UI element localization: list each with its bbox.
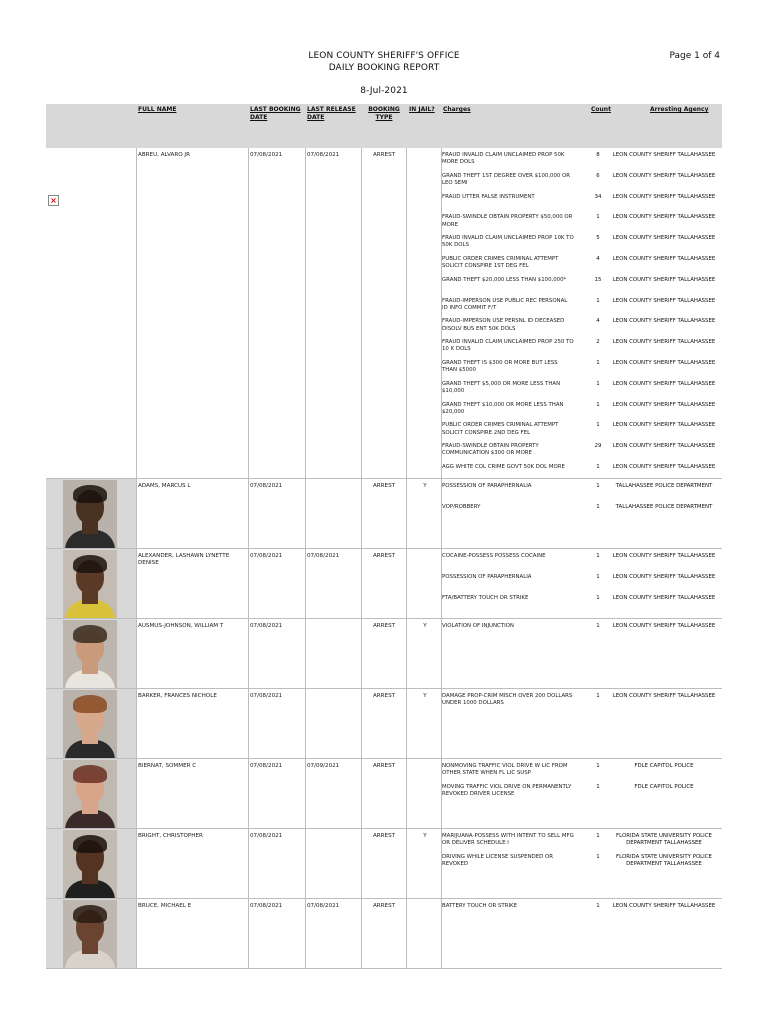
column-divider xyxy=(406,899,407,968)
col-arresting-agency: Arresting Agency xyxy=(650,106,709,113)
booking-type-cell: ARREST xyxy=(372,763,396,769)
charge-row xyxy=(442,318,722,339)
column-divider xyxy=(305,148,306,478)
charge-row xyxy=(442,595,722,616)
arresting-agency: LEON COUNTY SHERIFF TALLAHASSEE xyxy=(612,553,716,559)
column-divider xyxy=(305,689,306,758)
charge-row xyxy=(442,194,722,215)
charge-row xyxy=(442,339,722,360)
charge-count: 1 xyxy=(596,380,600,387)
booking-date-cell: 07/08/2021 xyxy=(250,763,283,769)
charge-row xyxy=(442,854,722,875)
arresting-agency: LEON COUNTY SHERIFF TALLAHASSEE xyxy=(612,172,716,179)
column-divider xyxy=(248,148,249,478)
charge-description: FRAUD-IMPERSON USE PUBLIC REC PERSONAL ID INFO COMMIT F/T xyxy=(442,297,568,311)
booking-date-cell: 07/08/2021 xyxy=(250,833,283,839)
booking-type-cell: ARREST xyxy=(372,483,396,489)
arresting-agency: LEON COUNTY SHERIFF TALLAHASSEE xyxy=(612,297,716,304)
charge-description: PUBLIC ORDER CRIMES CRIMINAL ATTEMPT SOLICIT CONSPIRE 1ST DEG FEL xyxy=(442,255,559,270)
arresting-agency: FDLE CAPITOL POLICE xyxy=(634,763,694,769)
mugshot-photo xyxy=(63,830,117,898)
table-header xyxy=(46,104,722,148)
arresting-agency: LEON COUNTY SHERIFF TALLAHASSEE xyxy=(612,594,716,601)
in-jail-cell: Y xyxy=(423,833,427,839)
arresting-agency: LEON COUNTY SHERIFF TALLAHASSEE xyxy=(612,903,716,909)
arresting-agency: FLORIDA STATE UNIVERSITY POLICE DEPARTMENT TALLAHASSEE xyxy=(616,853,712,867)
office-title: LEON COUNTY SHERIFF'S OFFICE xyxy=(308,51,460,61)
charges-list xyxy=(442,152,722,485)
charge-row xyxy=(442,235,722,256)
charge-description: VOP/ROBBERY xyxy=(442,503,481,510)
booking-record xyxy=(46,549,722,619)
photo-cell xyxy=(46,899,136,968)
charge-description: PUBLIC ORDER CRIMES CRIMINAL ATTEMPT SOLICIT CONSPIRE 2ND DEG FEL xyxy=(442,422,559,436)
charge-description: FRAUD INVALID CLAIM UNCLAIMED PROP 250 TO 10 K DOLS xyxy=(442,339,574,353)
charge-description: POSSESSION OF PARAPHERNALIA xyxy=(442,573,532,580)
column-divider xyxy=(406,829,407,898)
arresting-agency: LEON COUNTY SHERIFF TALLAHASSEE xyxy=(612,318,716,325)
charge-count: 1 xyxy=(596,359,600,366)
full-name-cell: BRUCE, MICHAEL E xyxy=(138,903,192,909)
column-divider xyxy=(136,148,137,478)
charge-count: 15 xyxy=(594,276,602,283)
charges-list xyxy=(442,763,722,805)
charge-description: FRAUD-SWINDLE OBTAIN PROPERTY $50,000 OR MORE xyxy=(442,214,573,228)
booking-date-cell: 07/08/2021 xyxy=(250,553,283,559)
mugshot-photo xyxy=(63,550,117,618)
charge-row xyxy=(442,623,722,644)
column-divider xyxy=(406,148,407,478)
photo-cell xyxy=(46,619,136,688)
full-name-cell: BARKER, FRANCES NICHOLE xyxy=(138,693,217,699)
booking-type-cell: ARREST xyxy=(372,152,396,158)
arresting-agency: LEON COUNTY SHERIFF TALLAHASSEE xyxy=(612,573,716,580)
arresting-agency: FLORIDA STATE UNIVERSITY POLICE DEPARTMENT TALLAHASSEE xyxy=(616,833,712,847)
charge-row xyxy=(442,256,722,277)
charge-row xyxy=(442,574,722,595)
charge-description: GRAND THEFT 1ST DEGREE OVER $100,000 OR LEO SEMI xyxy=(442,172,571,186)
column-divider xyxy=(136,619,137,688)
charge-count: 8 xyxy=(596,152,600,158)
charge-row xyxy=(442,381,722,402)
booking-type-cell: ARREST xyxy=(372,693,396,699)
charge-count: 4 xyxy=(596,318,600,325)
column-divider xyxy=(248,829,249,898)
arresting-agency: LEON COUNTY SHERIFF TALLAHASSEE xyxy=(612,214,716,221)
booking-record xyxy=(46,148,722,479)
charge-count: 2 xyxy=(596,339,600,346)
column-divider xyxy=(305,829,306,898)
column-divider xyxy=(136,689,137,758)
charge-row xyxy=(442,152,722,173)
charge-row xyxy=(442,173,722,194)
col-charges: Charges xyxy=(443,106,471,113)
release-date-cell: 07/08/2021 xyxy=(307,903,340,909)
booking-record xyxy=(46,759,722,829)
charges-list xyxy=(442,903,722,924)
charge-count: 1 xyxy=(596,401,600,408)
booking-record xyxy=(46,479,722,549)
col-last-release-date: LAST RELEASE DATE xyxy=(307,106,356,121)
mugshot-photo xyxy=(63,690,117,758)
column-divider xyxy=(406,689,407,758)
charge-count: 1 xyxy=(596,783,600,790)
charge-count: 1 xyxy=(596,573,600,580)
booking-type-cell: ARREST xyxy=(372,553,396,559)
charge-row xyxy=(442,483,722,504)
release-date-cell: 07/09/2021 xyxy=(307,763,340,769)
arresting-agency: LEON COUNTY SHERIFF TALLAHASSEE xyxy=(612,359,716,366)
broken-image-icon: × xyxy=(48,195,59,206)
arresting-agency: TALLAHASSEE POLICE DEPARTMENT xyxy=(615,483,713,489)
booking-record xyxy=(46,829,722,899)
charges-list xyxy=(442,833,722,875)
column-divider xyxy=(136,549,137,618)
charge-description: NONMOVING TRAFFIC VIOL DRIVE W LIC FROM OTHER STATE WHEN FL LIC SUSP xyxy=(442,763,568,777)
column-divider xyxy=(406,479,407,548)
charge-description: GRAND THEFT $5,000 OR MORE LESS THAN $10,000 xyxy=(442,380,561,394)
column-divider xyxy=(136,479,137,548)
report-date: 8-Jul-2021 xyxy=(360,86,408,96)
charge-description: BATTERY TOUCH OR STRIKE xyxy=(442,903,517,909)
charge-row xyxy=(442,277,722,298)
column-divider xyxy=(305,759,306,828)
arresting-agency: LEON COUNTY SHERIFF TALLAHASSEE xyxy=(612,693,716,699)
full-name-cell: BIERNAT, SOMMER C xyxy=(138,763,197,769)
column-divider xyxy=(136,899,137,968)
charge-description: FRAUD INVALID CLAIM UNCLAIMED PROP 50K MORE DOLS xyxy=(442,152,565,166)
charge-count: 1 xyxy=(596,594,600,601)
page-number: Page 1 of 4 xyxy=(669,51,720,61)
column-divider xyxy=(136,759,137,828)
charge-row xyxy=(442,903,722,924)
arresting-agency: LEON COUNTY SHERIFF TALLAHASSEE xyxy=(612,422,716,429)
charge-count: 1 xyxy=(596,833,600,839)
column-divider xyxy=(406,619,407,688)
arresting-agency: LEON COUNTY SHERIFF TALLAHASSEE xyxy=(612,193,716,200)
column-divider xyxy=(406,549,407,618)
arresting-agency: TALLAHASSEE POLICE DEPARTMENT xyxy=(615,503,713,510)
booking-record xyxy=(46,619,722,689)
column-divider xyxy=(248,549,249,618)
charge-description: FRAUD INVALID CLAIM UNCLAIMED PROP 10K TO 50K DOLS xyxy=(442,235,574,249)
column-divider xyxy=(361,148,362,478)
charge-count: 4 xyxy=(596,255,600,262)
charge-count: 34 xyxy=(594,193,602,200)
column-divider xyxy=(305,479,306,548)
charge-row xyxy=(442,784,722,805)
charges-list xyxy=(442,553,722,615)
charge-row xyxy=(442,504,722,525)
arresting-agency: LEON COUNTY SHERIFF TALLAHASSEE xyxy=(612,463,716,470)
mugshot-photo xyxy=(63,760,117,828)
photo-cell xyxy=(46,829,136,898)
charge-count: 1 xyxy=(596,503,600,510)
charge-count: 1 xyxy=(596,853,600,860)
mugshot-photo xyxy=(63,480,117,548)
charge-description: GRAND THEFT $10,000 OR MORE LESS THAN $20,000 xyxy=(442,401,564,415)
column-divider xyxy=(136,829,137,898)
photo-cell xyxy=(46,549,136,618)
arresting-agency: LEON COUNTY SHERIFF TALLAHASSEE xyxy=(612,443,716,450)
charges-list xyxy=(442,483,722,525)
report-title: DAILY BOOKING REPORT xyxy=(328,63,440,73)
charge-description: FRAUD UTTER FALSE INSTRUMENT xyxy=(442,193,535,200)
booking-type-cell: ARREST xyxy=(372,623,396,629)
charge-row xyxy=(442,360,722,381)
charge-description: MARIJUANA-POSSESS WITH INTENT TO SELL MFG OR DELIVER SCHEDULE I xyxy=(442,833,574,847)
booking-date-cell: 07/08/2021 xyxy=(250,623,283,629)
full-name-cell: ALEXANDER, LASHAWN LYNETTE DENISE xyxy=(138,553,230,567)
full-name-cell: BRIGHT, CHRISTOPHER xyxy=(138,833,203,839)
charge-description: FTA/BATTERY TOUCH OR STRIKE xyxy=(442,594,529,601)
charge-description: POSSESSION OF PARAPHERNALIA xyxy=(442,483,532,489)
charge-count: 6 xyxy=(596,172,600,179)
col-in-jail: IN JAIL? xyxy=(409,106,435,113)
release-date-cell: 07/08/2021 xyxy=(307,553,340,559)
charge-description: FRAUD-IMPERSON USE PERSNL ID DECEASED DISOLV BUS ENT 50K DOLS xyxy=(442,318,565,332)
arresting-agency: LEON COUNTY SHERIFF TALLAHASSEE xyxy=(612,152,716,158)
full-name-cell: ADAMS, MARCUS L xyxy=(138,483,191,489)
charge-row xyxy=(442,553,722,574)
charge-row xyxy=(442,214,722,235)
arresting-agency: LEON COUNTY SHERIFF TALLAHASSEE xyxy=(612,255,716,262)
charge-row xyxy=(442,833,722,854)
charge-description: FRAUD-SWINDLE OBTAIN PROPERTY COMMUNICATION $300 OR MORE xyxy=(442,443,539,457)
arresting-agency: LEON COUNTY SHERIFF TALLAHASSEE xyxy=(612,380,716,387)
col-last-booking-date: LAST BOOKING DATE xyxy=(250,106,301,121)
column-divider xyxy=(305,549,306,618)
booking-type-cell: ARREST xyxy=(372,833,396,839)
charge-count: 1 xyxy=(596,763,600,769)
charge-description: MOVING TRAFFIC VIOL DRIVE ON PERMANENTLY REVOKED DRIVER LICENSE xyxy=(442,783,572,797)
charge-count: 5 xyxy=(596,235,600,242)
in-jail-cell: Y xyxy=(423,693,427,699)
release-date-cell: 07/08/2021 xyxy=(307,152,340,158)
col-full-name: FULL NAME xyxy=(138,106,177,113)
col-booking-type: BOOKING TYPE xyxy=(368,106,400,121)
booking-date-cell: 07/08/2021 xyxy=(250,483,283,489)
charge-description: VIOLATION OF INJUNCTION xyxy=(442,623,514,629)
charge-description: DAMAGE PROP-CRIM MISCH OVER 200 DOLLARS UNDER 1000 DOLLARS xyxy=(442,693,573,707)
charge-count: 29 xyxy=(594,443,602,450)
charges-list xyxy=(442,623,722,644)
charge-row xyxy=(442,422,722,443)
arresting-agency: LEON COUNTY SHERIFF TALLAHASSEE xyxy=(612,339,716,346)
in-jail-cell: Y xyxy=(423,483,427,489)
booking-date-cell: 07/08/2021 xyxy=(250,152,283,158)
column-divider xyxy=(248,899,249,968)
column-divider xyxy=(305,899,306,968)
photo-cell xyxy=(46,479,136,548)
booking-type-cell: ARREST xyxy=(372,903,396,909)
column-divider xyxy=(248,619,249,688)
column-divider xyxy=(248,759,249,828)
full-name-cell: AUSMUS-JOHNSON, WILLIAM T xyxy=(138,623,224,629)
charge-count: 1 xyxy=(596,623,600,629)
column-divider xyxy=(406,759,407,828)
col-count: Count xyxy=(591,106,611,113)
charge-row xyxy=(442,763,722,784)
charge-count: 1 xyxy=(596,553,600,559)
charge-count: 1 xyxy=(596,463,600,470)
photo-cell xyxy=(46,759,136,828)
charge-count: 1 xyxy=(596,483,600,489)
full-name-cell: ABREU, ALVARO JR xyxy=(138,152,190,158)
booking-record xyxy=(46,689,722,759)
charge-row xyxy=(442,402,722,423)
arresting-agency: LEON COUNTY SHERIFF TALLAHASSEE xyxy=(612,235,716,242)
charge-description: AGG WHITE COL CRIME GOVT 50K DOL MORE xyxy=(442,463,565,470)
arresting-agency: FDLE CAPITOL POLICE xyxy=(634,783,694,790)
charge-row xyxy=(442,298,722,319)
charge-row xyxy=(442,443,722,464)
in-jail-cell: Y xyxy=(423,623,427,629)
booking-table xyxy=(46,104,722,969)
charge-count: 1 xyxy=(596,297,600,304)
arresting-agency: LEON COUNTY SHERIFF TALLAHASSEE xyxy=(612,276,716,283)
charge-description: COCAINE-POSSESS POSSESS COCAINE xyxy=(442,553,546,559)
booking-date-cell: 07/08/2021 xyxy=(250,903,283,909)
charge-description: GRAND THEFT IS $300 OR MORE BUT LESS THAN $5000 xyxy=(442,359,558,374)
charge-count: 1 xyxy=(596,422,600,429)
charge-description: DRIVING WHILE LICENSE SUSPENDED OR REVOKED xyxy=(442,853,554,867)
mugshot-photo xyxy=(63,620,117,688)
charge-count: 1 xyxy=(596,214,600,221)
column-divider xyxy=(305,619,306,688)
arresting-agency: LEON COUNTY SHERIFF TALLAHASSEE xyxy=(612,623,716,629)
charge-description: GRAND THEFT $20,000 LESS THAN $100,000* xyxy=(442,276,567,283)
charge-row xyxy=(442,693,722,714)
charge-count: 1 xyxy=(596,693,600,699)
charge-count: 1 xyxy=(596,903,600,909)
charges-list xyxy=(442,693,722,714)
mugshot-photo xyxy=(63,900,117,968)
column-divider xyxy=(248,479,249,548)
booking-record xyxy=(46,899,722,969)
booking-date-cell: 07/08/2021 xyxy=(250,693,283,699)
photo-cell xyxy=(46,689,136,758)
arresting-agency: LEON COUNTY SHERIFF TALLAHASSEE xyxy=(612,401,716,408)
column-divider xyxy=(248,689,249,758)
